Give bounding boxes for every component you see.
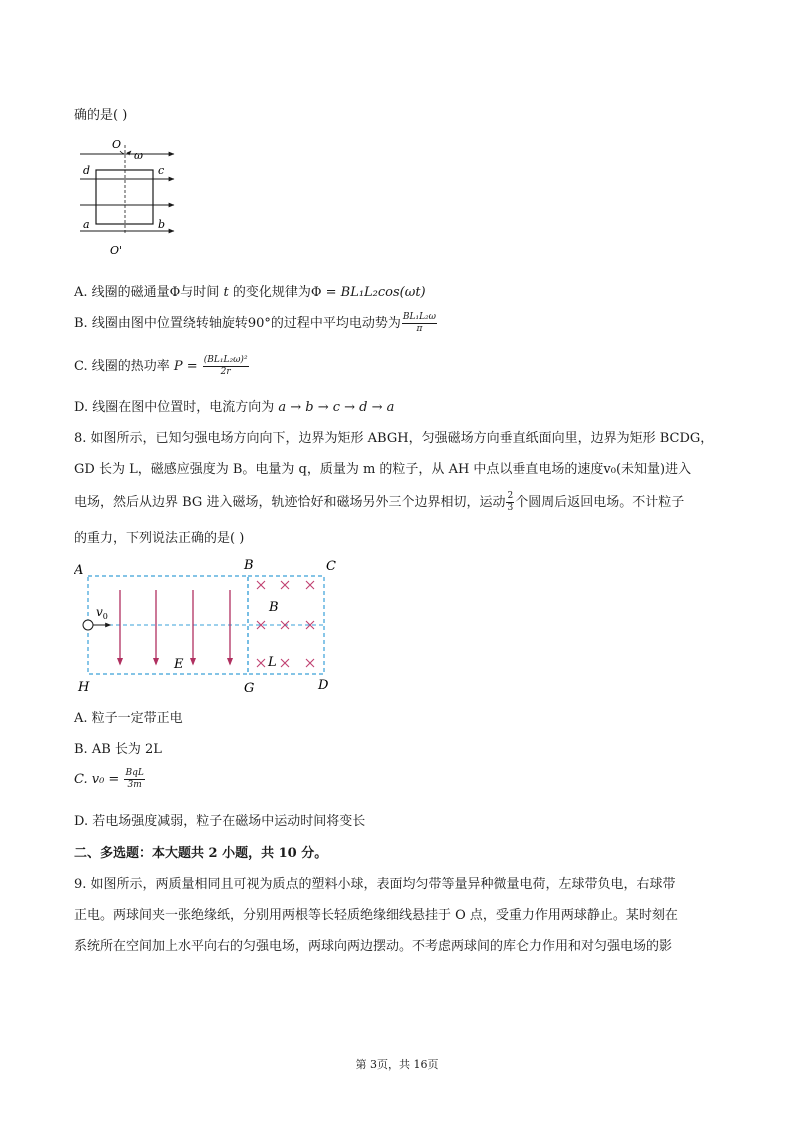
q8-line3: 电场，然后从边界 BG 进入磁场，轨迹恰好和磁场另外三个边界相切，运动 $\frac{2}{3}$ 个圆周后返回电场。不计粒子 bbox=[74, 491, 685, 513]
q9-line1: 9. 如图所示，两质量相同且可视为质点的塑料小球，表面均匀带等量异种微量电荷，左球带负电，右球带 bbox=[74, 877, 676, 892]
q8-line4: 的重力，下列说法正确的是( ) bbox=[74, 531, 245, 546]
label-O-prime: O' bbox=[110, 244, 123, 257]
label-E: E bbox=[174, 657, 184, 672]
label-D: D bbox=[318, 678, 329, 693]
q8-line1: 8. 如图所示，已知匀强电场方向向下，边界为矩形 ABGH，匀强磁场方向垂直纸面向里，边界为矩形 BCDG， bbox=[74, 431, 714, 446]
q7-tail: 确的是( ) bbox=[74, 108, 128, 123]
particle bbox=[83, 620, 93, 630]
q8-option-b: B. AB 长为 2L bbox=[74, 742, 162, 757]
q7-option-d: D. 线圈在图中位置时，电流方向为 a → b → c → d → a bbox=[74, 400, 395, 415]
section-heading: 二、多选题：本大题共 2 小题，共 10 分。 bbox=[74, 846, 328, 861]
b-field-crosses bbox=[257, 581, 314, 667]
label-H: H bbox=[78, 680, 90, 695]
coil bbox=[96, 170, 153, 224]
q9-line2: 正电。两球间夹一张绝缘纸，分别用两根等长轻质绝缘细线悬挂于 O 点，受重力作用两球静止。某时刻在 bbox=[74, 908, 678, 923]
label-L: L bbox=[268, 655, 277, 670]
q8-figure bbox=[74, 552, 344, 697]
page-footer: 第 3页，共 16页 bbox=[355, 1058, 439, 1071]
label-a: a bbox=[83, 218, 90, 231]
label-d: d bbox=[83, 164, 91, 177]
label-omega: ω bbox=[134, 149, 143, 162]
q8-line2: GD 长为 L，磁感应强度为 B。电量为 q，质量为 m 的粒子，从 AH 中点以垂直电场的速度v₀(未知量)进入 bbox=[74, 462, 692, 477]
q8-option-a: A. 粒子一定带正电 bbox=[74, 711, 183, 726]
label-A: A bbox=[74, 563, 84, 578]
label-b: b bbox=[158, 218, 166, 231]
label-O: O bbox=[112, 138, 122, 151]
q9-line3: 系统所在空间加上水平向右的匀强电场，两球向两边摆动。不考虑两球间的库仑力作用和对匀强电场的影 bbox=[74, 939, 673, 954]
label-G: G bbox=[244, 681, 255, 696]
q7-option-b: B. 线圈由图中位置绕转轴旋转90°的过程中平均电动势为 $\frac{\text{BL₁L₂ω}}{\pi}$ bbox=[74, 312, 436, 334]
label-v0: $v_0$ bbox=[96, 605, 108, 621]
q8-option-c: C. v₀ = $\frac{\text{BqL}}{3m}$ bbox=[74, 768, 144, 790]
q7-option-c: C. 线圈的热功率 P = $\frac{\text{(BL₁L₂ω)²}}{2r}$ bbox=[74, 355, 248, 377]
label-B-field: B bbox=[269, 600, 279, 615]
label-c: c bbox=[158, 164, 165, 177]
label-B-corner: B bbox=[244, 558, 254, 573]
q7-figure bbox=[78, 135, 182, 260]
q7-option-a: A. 线圈的磁通量Φ与时间 t 的变化规律为Φ = BL₁L₂cos(ωt) bbox=[74, 285, 426, 300]
label-C: C bbox=[326, 559, 336, 574]
q8-option-d: D. 若电场强度减弱，粒子在磁场中运动时间将变长 bbox=[74, 814, 366, 829]
